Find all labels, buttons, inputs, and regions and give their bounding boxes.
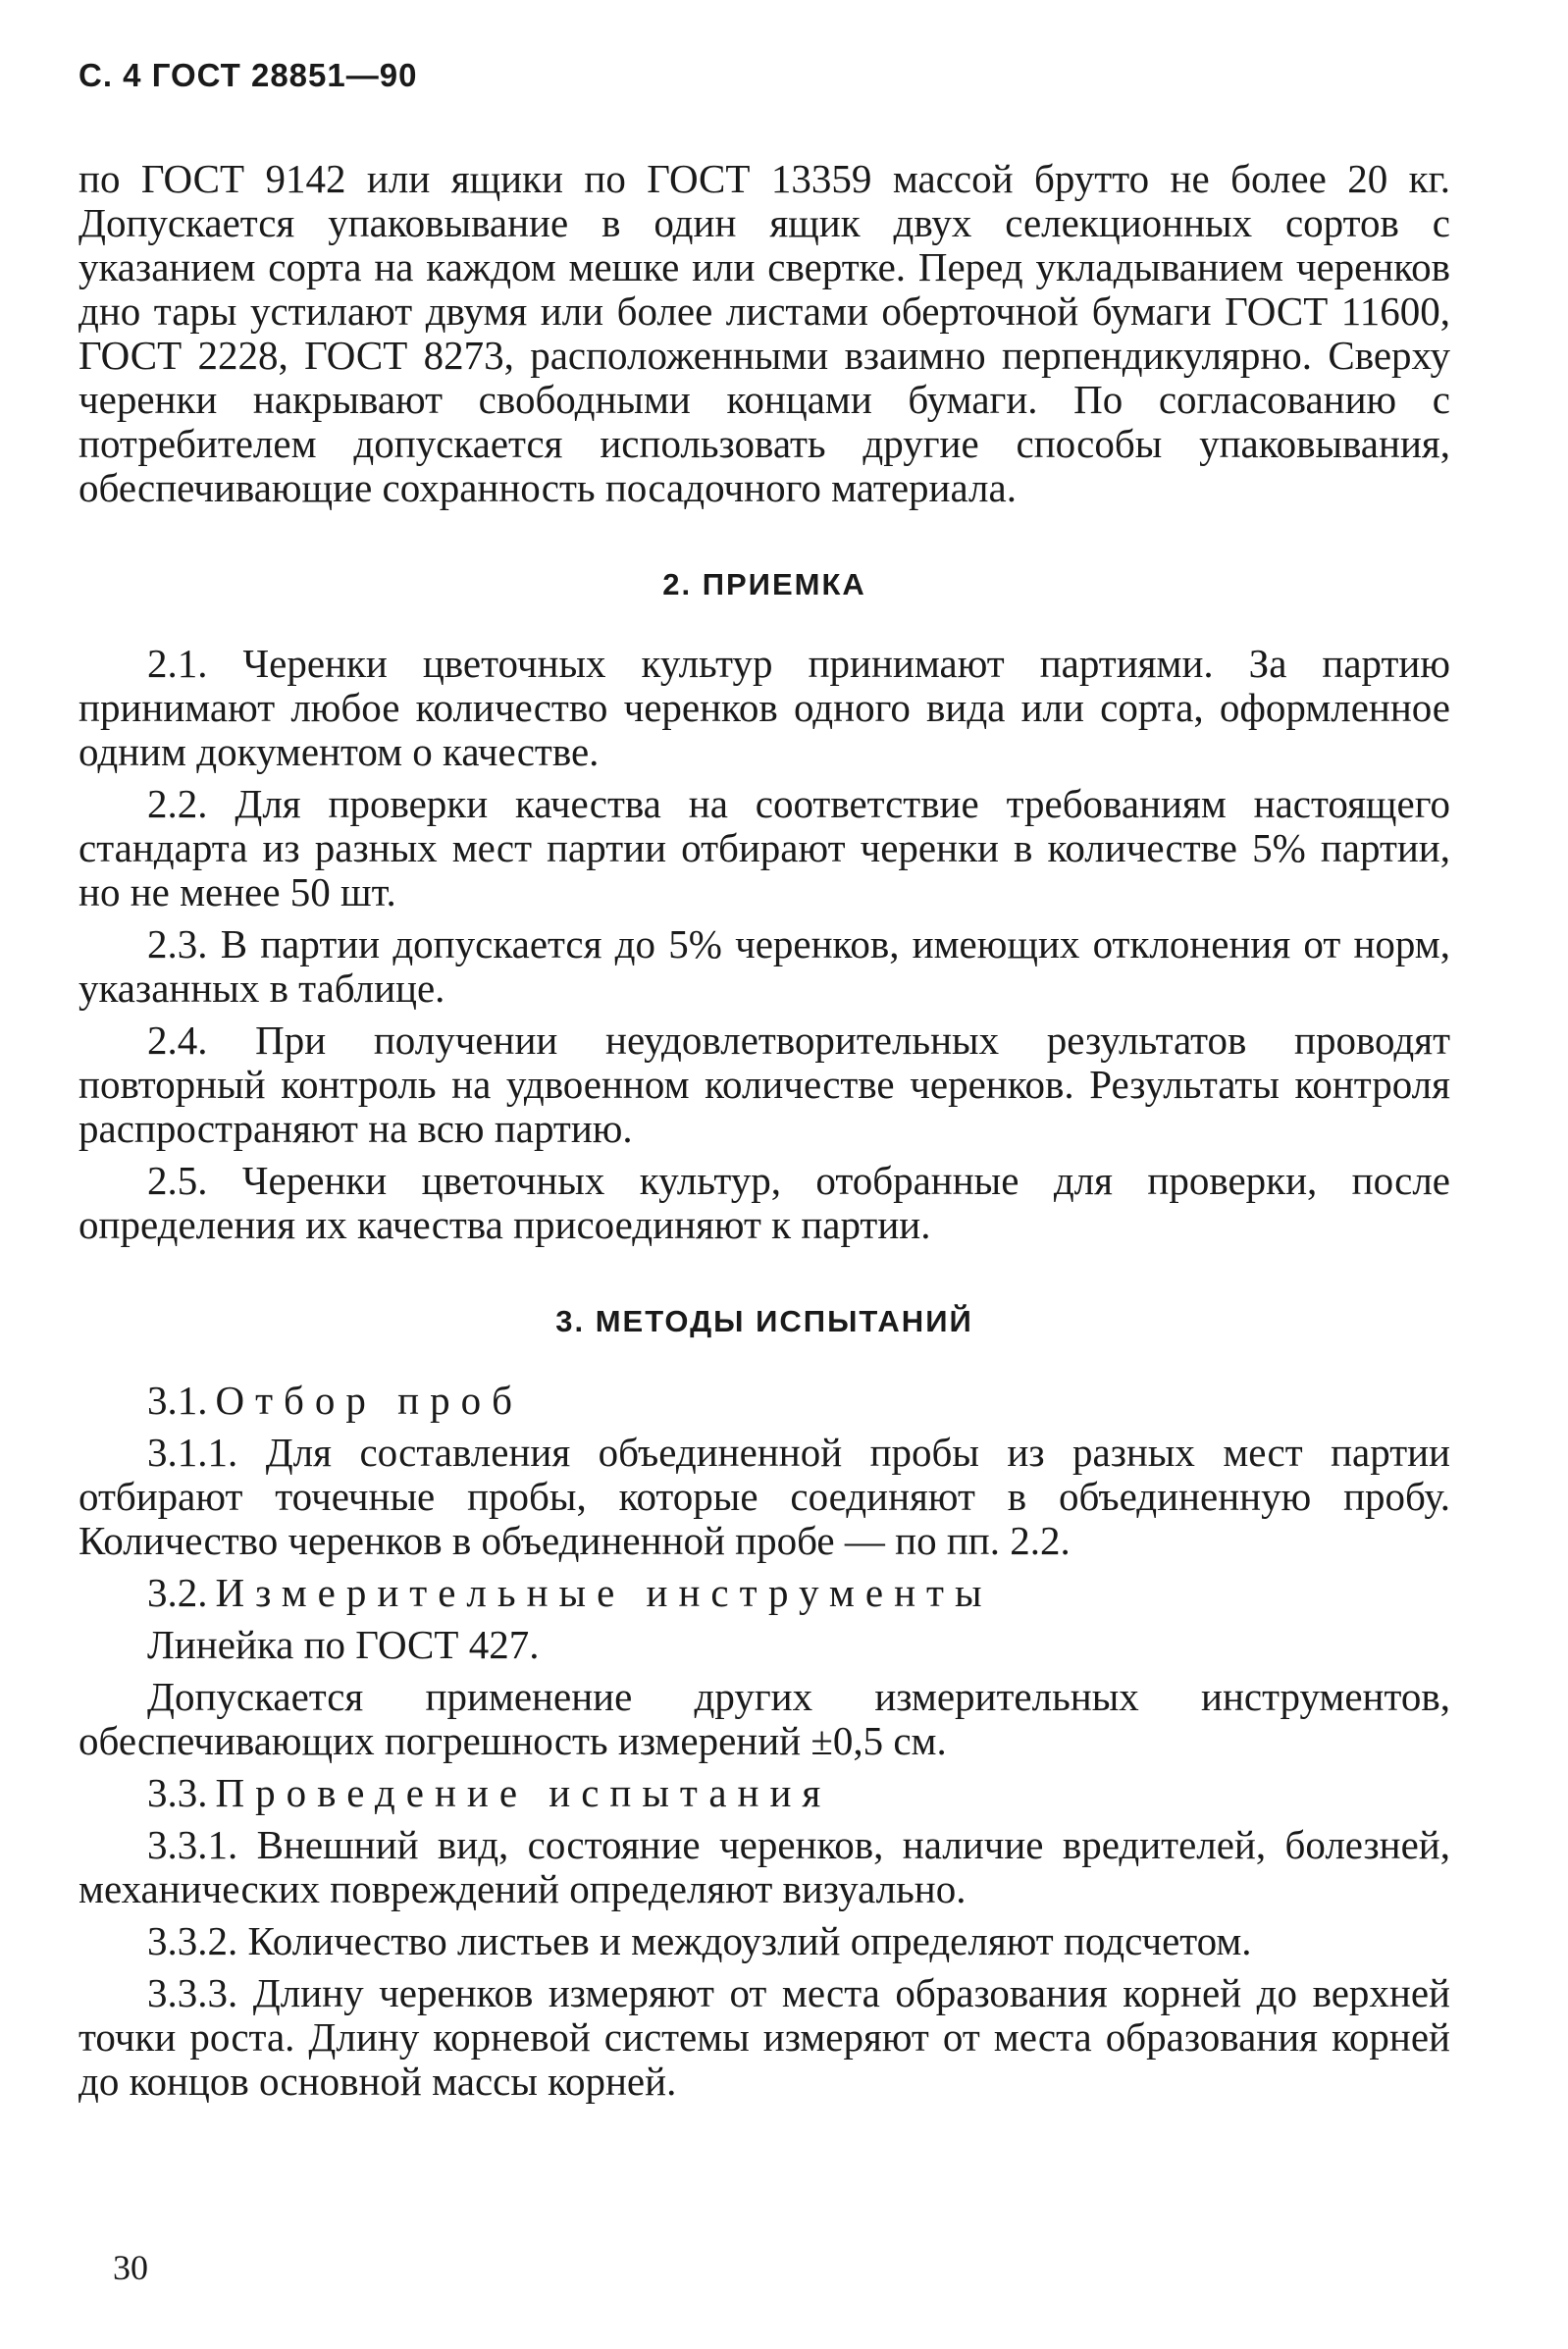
subheading-3-2: [78, 1571, 1450, 1615]
paragraph-3-1-1: 3.1.1. Для составления объединенной пробы из разных мест партии отбирают точечные пробы, которые соединяют в объединенную пробу. Количество черенков в объединенной пробе — по пп. 2.2.: [78, 1430, 1450, 1563]
paragraph-2-1: 2.1. Черенки цветочных культур принимают партиями. За партию принимают любое количество черенков одного вида или сорта, оформленное одним документом о качестве.: [78, 641, 1450, 774]
section-3-title: 3. МЕТОДЫ ИСПЫТАНИЙ: [555, 1304, 973, 1338]
subheading-3-3-number: 3.3.: [147, 1770, 208, 1815]
section-2-title: 2. ПРИЕМКА: [662, 567, 866, 601]
paragraph-2-4: 2.4. При получении неудовлетворительных результатов проводят повторный контроль на удвоенном количестве черенков. Результаты контроля распространяют на всю партию.: [78, 1018, 1450, 1151]
intro-paragraph: по ГОСТ 9142 или ящики по ГОСТ 13359 массой брутто не более 20 кг. Допускается упаковывание в один ящик двух селекционных сортов с указанием сорта на каждом мешке или свертке. Перед укладыванием черенков дно тары устилают двумя или более листами оберточной бумаги ГОСТ 11600, ГОСТ 2228, ГОСТ 8273, расположенными взаимно перпендикулярно. Сверху черенки накрывают свободными концами бумаги. По согласованию с потребителем допускается использовать другие способы упаковывания, обеспечивающие сохранность посадочного материала.: [78, 156, 1450, 510]
subheading-3-3: [78, 1771, 1450, 1815]
running-head: С. 4 ГОСТ 28851—90: [78, 57, 418, 93]
page-number: 30: [113, 2248, 148, 2287]
paragraph-3-3-3: 3.3.3. Длину черенков измеряют от места образования корней до верхней точки роста. Длину корневой системы измеряют от места образования корней до концов основной массы корней.: [78, 1970, 1450, 2104]
subheading-3-1: [78, 1379, 1450, 1423]
paragraph-2-2: 2.2. Для проверки качества на соответствие требованиям настоящего стандарта из разных мест партии отбирают черенки в количестве 5% партии, но не менее 50 шт.: [78, 781, 1450, 914]
paragraph-3-3-2: 3.3.2. Количество листьев и междоузлий определяют подсчетом.: [147, 1918, 1252, 1963]
other-instruments-paragraph: Допускается применение других измерительных инструментов, обеспечивающих погрешность измерений ±0,5 см.: [78, 1674, 1450, 1763]
subheading-3-2-number: 3.2.: [147, 1570, 208, 1615]
subheading-3-1-number: 3.1.: [147, 1378, 208, 1423]
subheading-3-2-text: Измерительные инструменты: [215, 1570, 993, 1615]
paragraph-3-3-1: 3.3.1. Внешний вид, состояние черенков, наличие вредителей, болезней, механических повреждений определяют визуально.: [78, 1822, 1450, 1911]
paragraph-2-3: 2.3. В партии допускается до 5% черенков, имеющих отклонения от норм, указанных в таблице.: [78, 921, 1450, 1011]
subheading-3-3-text: Проведение испытания: [215, 1770, 832, 1815]
ruler-line: Линейка по ГОСТ 427.: [147, 1622, 540, 1667]
subheading-3-1-text: Отбор проб: [215, 1378, 523, 1423]
paragraph-2-5: 2.5. Черенки цветочных культур, отобранные для проверки, после определения их качества присоединяют к партии.: [78, 1158, 1450, 1247]
